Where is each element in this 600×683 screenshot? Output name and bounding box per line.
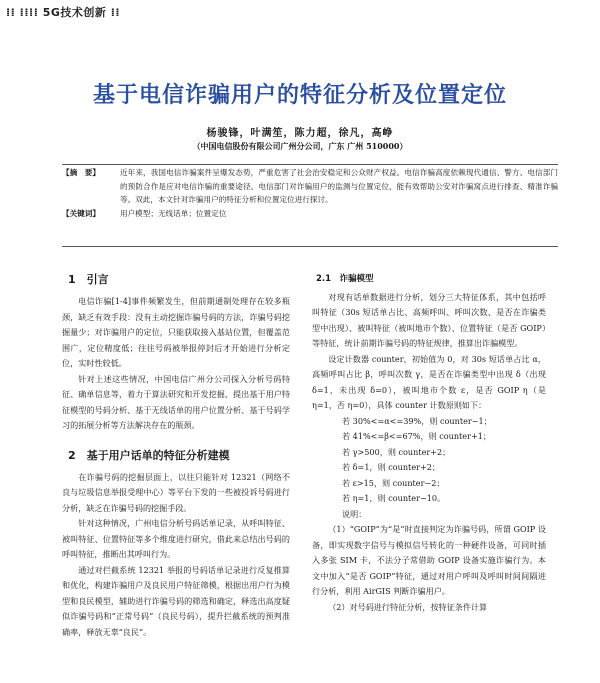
abstract-bottom-rule [62, 246, 558, 247]
counter-rule: 若 γ>500，则 counter+2； [342, 446, 451, 457]
paragraph: 针对这种情况，广州电信分析号码话单记录，从呼叫特征、被叫特征、位置特征等多个维度进行研究，借此来总结出号码的呼叫特征，推断出其呼叫行为。 [62, 518, 290, 559]
counter-rule: 若 η=1，则 counter−10。 [342, 493, 446, 503]
abstract-text: 近年来，我国电信诈骗案件呈爆发态势，严重危害了社会治安稳定和公众财产权益。电信诈骗高度依赖现代通信、警方、电信部门的预防合作是应对电信诈骗的重要途径。电信部门对诈骗用户的监测与位置定位，能有效帮助公安对诈骗窝点进行排查、精准诈骗等。双此，本文针对诈骗用户的特征分析和位置定位进行探讨。 [120, 168, 558, 204]
abstract-block [62, 166, 558, 220]
journal-section-tag: ⁞⁞ ⁞⁞⁞⁞ 5G技术创新 ⁞⁞ [6, 6, 121, 19]
paragraph: 针对上述这些情况，中国电信广州分公司探入分析号码特征、确单信息等，着力于算法研究和开发挖掘，提出基于用户特征模型的号码分析、基于无线话单的用户位置分析、基于号码学习的拓展分析等方法解决存在的瓶颈。 [62, 373, 290, 430]
paragraph: （1）“GOIP”为“是”时直接判定为诈骗号码，所谓 GOIP 设备，即实现数字信号与模拟信号转化的一种硬件设备，可同时插入多张 SIM 卡，不法分子常借助 GOIP 设备实施诈骗行为。本文中加入“是否 GOIP”特征，通过对用户呼叫及呼叫时间间隔进行分析，利用 AirGIS 判断诈骗用户。 [312, 524, 546, 596]
keywords-label: 【关键词】 [62, 208, 100, 218]
keywords-row [62, 207, 558, 221]
counter-rule: 若 30%<=α<=39%，则 counter−1； [342, 415, 492, 426]
paper-title: 基于电信诈骗用户的特征分析及位置定位 [92, 83, 507, 108]
counter-rule: 若 δ=1，则 counter+2； [342, 462, 440, 472]
paragraph: 通过对拦截系统 12321 举报的号码话单记录进行反复推算和优化，构建诈骗用户及良民用户特征筛模，根据出用户行为模型和良民模型，辅助进行诈骗号码的筛选和确定，释选出高度疑似诈骗号码和“正常号码”（良民号码），提升拦截系统的预判准确率，释放无辜“良民”。 [62, 564, 290, 637]
authors: 杨骏锋，叶满笙，陈力超，徐凡，高峥 [206, 128, 394, 139]
paragraph: 在诈骗号码的挖掘层面上，以往只能针对 12321（网络不良与垃圾信息举报受理中心）等平台下发的一些被投诉号码进行分析，缺乏在诈骗号码的挖掘手段。 [62, 471, 290, 513]
abstract-label: 【摘 要】 [62, 168, 100, 177]
section-heading-intro: 1 引言 [68, 273, 109, 286]
subsection-heading-fraud-model: 2.1 诈骗模型 [316, 274, 374, 284]
section-heading-modeling: 2 基于用户话单的特征分析建模 [68, 448, 230, 462]
paragraph: 对现有话单数据进行分析，划分三大特征体系，其中包括呼叫特征（30s 短话单占比、高频呼叫、呼叫次数、是否在诈骗类型中出现）、被叫特征（被叫地市个数）、位置特征（是否 GOIP）等特征，统计前期诈骗号码的特征规律，推算出诈骗模型。 [312, 291, 546, 348]
paragraph: 电信诈骗[1-4]事件频繁发生，但前期通制处理存在较多瓶颈，缺乏有效手段：没有主动挖掘诈骗号码的方法，诈骗号码挖掘量少；对诈骗用户的定位，只能获取接入基站位置，但覆盖范围广，定位精度低；往往号码被举报停封后才开始进行分析定位，实时性较低。 [62, 296, 290, 368]
note-label: 说明： [342, 508, 367, 519]
abstract-row [62, 166, 558, 207]
counter-rule: 若 ε>15，则 counter−2； [342, 477, 445, 488]
left-column [62, 272, 290, 640]
paragraph: 设定计数器 counter，初始值为 0，对 30s 短话单占比 α，高频呼叫占比 β，呼叫次数 γ，是否在诈骗类型中出现 δ（出现 δ=1，未出现 δ=0），被叫地市个数 ε，是否 GOIP η（是 η=1，否 η=0），具体 counter 计数原则如下： [312, 353, 546, 410]
abstract-top-rule [62, 164, 558, 165]
right-column [312, 272, 546, 615]
keywords-text: 用户模型；无线话单；位置定位 [120, 208, 227, 218]
paragraph: （2）对号码进行特征分析，按特征条件计算 [328, 601, 488, 612]
counter-rule: 若 41%<=β<=67%，则 counter+1； [342, 431, 491, 441]
affiliation: （中国电信股份有限公司广州分公司，广东 广州 510000） [192, 141, 408, 151]
